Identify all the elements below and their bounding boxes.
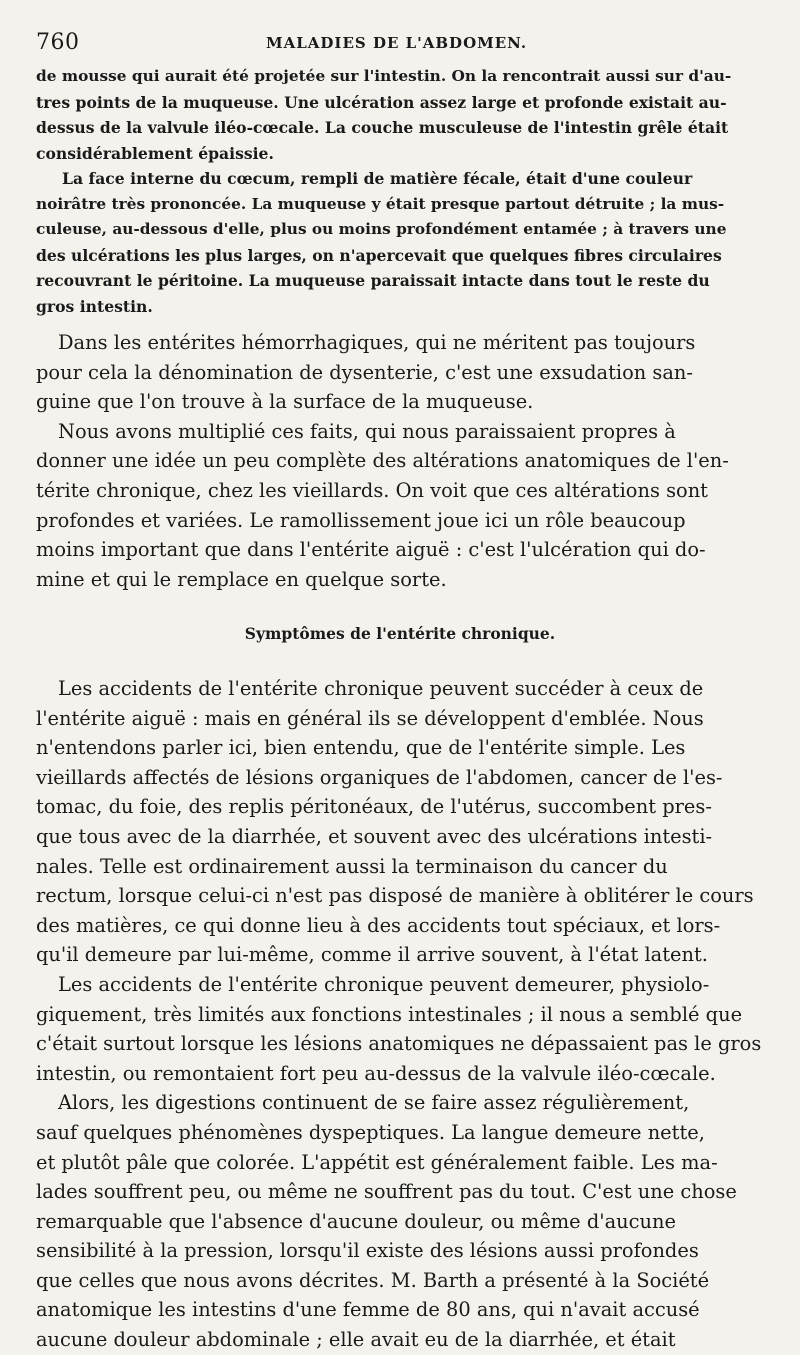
text-line: giquement, très limités aux fonctions intestinales ; il nous a semblé que bbox=[36, 1002, 743, 1026]
text-line: Les accidents de l'entérite chronique peuvent succéder à ceux de bbox=[58, 677, 704, 700]
text-line: guine que l'on trouve à la surface de la muqueuse. bbox=[36, 390, 534, 414]
text-line: noirâtre très prononcée. La muqueuse y était presque partout détruite ; la mus- bbox=[36, 194, 725, 213]
page-header bbox=[36, 30, 764, 60]
text-line: dessus de la valvule iléo-cœcale. La couche musculeuse de l'intestin grêle était bbox=[36, 118, 729, 137]
text-line: pour cela la dénomination de dysenterie, c'est une exsudation san- bbox=[36, 360, 693, 384]
text-line: Les accidents de l'entérite chronique peuvent demeurer, physiolo- bbox=[58, 972, 710, 996]
text-line: des ulcérations les plus larges, on n'apercevait que quelques fibres circulaires bbox=[36, 245, 722, 265]
text-line: moins important que dans l'entérite aiguë : c'est l'ulcération qui do- bbox=[36, 538, 706, 562]
body-text-part1 bbox=[36, 328, 760, 594]
text-line: profondes et variées. Le ramollissement joue ici un rôle beaucoup bbox=[36, 508, 686, 532]
text-line: sensibilité à la pression, lorsqu'il existe des lésions aussi profondes bbox=[36, 1239, 699, 1263]
text-line: vieillards affectés de lésions organiques de l'abdomen, cancer de l'es- bbox=[36, 765, 723, 789]
text-line: Nous avons multiplié ces faits, qui nous paraissaient propres à bbox=[58, 419, 676, 443]
text-line: culeuse, au-dessous d'elle, plus ou moins profondément entamée ; à travers une bbox=[36, 220, 727, 238]
text-line: que tous avec de la diarrhée, et souvent avec des ulcérations intesti- bbox=[36, 824, 713, 848]
body-text-part2 bbox=[36, 674, 762, 1355]
page-number: 760 bbox=[36, 30, 80, 55]
text-line: de mousse qui aurait été projetée sur l'intestin. On la rencontrait aussi sur d'au- bbox=[36, 67, 732, 85]
text-line: qu'il demeure par lui-même, comme il arrive souvent, à l'état latent. bbox=[36, 943, 708, 967]
text-line: que celles que nous avons décrites. M. Barth a présenté à la Société bbox=[36, 1268, 710, 1292]
text-line: gros intestin. bbox=[36, 296, 153, 316]
running-title: MALADIES DE L'ABDOMEN. bbox=[266, 34, 528, 52]
text-line: lades souffrent peu, ou même ne souffrent pas du tout. C'est une chose bbox=[36, 1180, 737, 1204]
text-line: La face interne du cœcum, rempli de matière fécale, était d'une couleur bbox=[62, 169, 693, 188]
text-line: mine et qui le remplace en quelque sorte. bbox=[36, 567, 447, 591]
case-report-paragraphs bbox=[36, 64, 730, 319]
text-line: nales. Telle est ordinairement aussi la terminaison du cancer du bbox=[36, 854, 668, 878]
text-line: tomac, du foie, des replis péritonéaux, de l'utérus, succombent pres- bbox=[36, 795, 712, 819]
text-line: Dans les entérites hémorrhagiques, qui ne méritent pas toujours bbox=[58, 331, 696, 354]
text-line: l'entérite aiguë : mais en général ils se développent d'emblée. Nous bbox=[36, 706, 704, 730]
text-line: Alors, les digestions continuent de se faire assez régulièrement, bbox=[58, 1091, 690, 1115]
text-line: rectum, lorsque celui-ci n'est pas disposé de manière à oblitérer le cours bbox=[36, 884, 754, 908]
text-line: térite chronique, chez les vieillards. On voit que ces altérations sont bbox=[36, 478, 708, 502]
text-line: anatomique les intestins d'une femme de 80 ans, qui n'avait accusé bbox=[36, 1298, 700, 1322]
text-line: des matières, ce qui donne lieu à des accidents tout spéciaux, et lors- bbox=[36, 913, 721, 937]
text-line: aucune douleur abdominale ; elle avait eu de la diarrhée, et était bbox=[36, 1328, 676, 1352]
text-line: tres points de la muqueuse. Une ulcération assez large et profonde existait au- bbox=[36, 92, 727, 112]
text-line: remarquable que l'absence d'aucune douleur, ou même d'aucune bbox=[36, 1209, 676, 1233]
text-line: c'était surtout lorsque les lésions anatomiques ne dépassaient pas le gros bbox=[36, 1032, 762, 1056]
text-line: intestin, ou remontaient fort peu au-dessus de la valvule iléo-cœcale. bbox=[36, 1061, 716, 1085]
text-line: et plutôt pâle que colorée. L'appétit est généralement faible. Les ma- bbox=[36, 1150, 718, 1174]
text-line: considérablement épaissie. bbox=[36, 143, 274, 163]
text-line: donner une idée un peu complète des altérations anatomiques de l'en- bbox=[36, 449, 729, 473]
section-heading: Symptômes de l'entérite chronique. bbox=[244, 624, 556, 643]
text-line: sauf quelques phénomènes dyspeptiques. La langue demeure nette, bbox=[36, 1120, 705, 1144]
text-line: n'entendons parler ici, bien entendu, que de l'entérite simple. Les bbox=[36, 736, 686, 760]
text-line: recouvrant le péritoine. La muqueuse paraissait intacte dans tout le reste du bbox=[36, 271, 710, 290]
